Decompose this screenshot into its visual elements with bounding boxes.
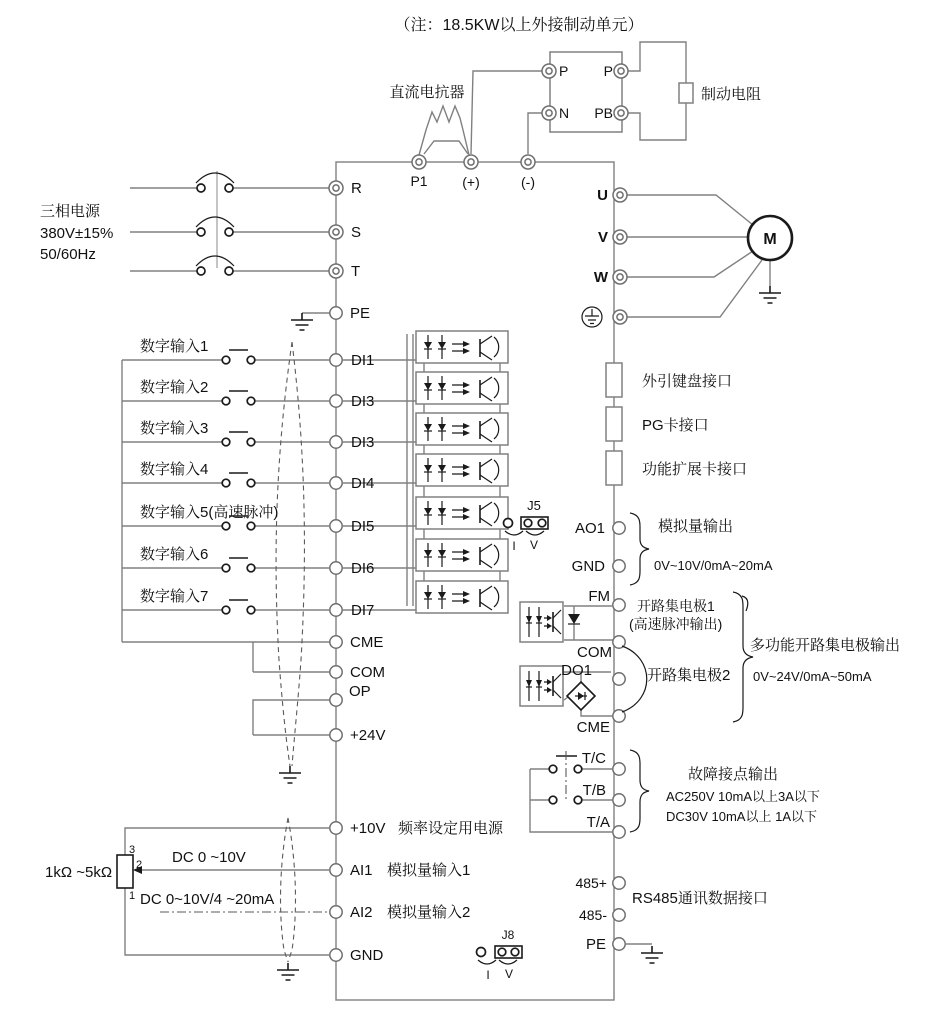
keyboard-port-label: 外引键盘接口: [642, 373, 733, 390]
di-terminal-label: DI6: [351, 560, 375, 577]
terminal-di1: [330, 354, 342, 366]
terminal-op: [330, 694, 342, 706]
ai2-label: AI2: [350, 904, 373, 921]
terminal-brake-n: [542, 106, 556, 120]
ao-gnd-label: GND: [571, 558, 605, 575]
ai1-signal-label: DC 0 ~10V: [172, 849, 246, 866]
di-label: 数字输入6: [140, 546, 209, 563]
pg-card-port-icon: [606, 407, 622, 441]
pe-bottom-label: PE: [585, 936, 606, 953]
di-label: 数字输入1: [140, 338, 209, 355]
cable-shield: [292, 342, 304, 766]
relay-title: 故障接点输出: [688, 766, 779, 783]
terminal-di3: [330, 436, 342, 448]
terminal-u: [613, 188, 627, 202]
ground-icon: [291, 313, 313, 330]
wiring: [627, 195, 770, 317]
pot-label: 1kΩ ~5kΩ: [45, 864, 113, 881]
r-label: R: [351, 180, 362, 197]
di-row-7: [140, 581, 508, 619]
ai1-label: AI1: [350, 862, 373, 879]
485-minus-label: 485-: [578, 907, 607, 923]
j8-i-label: I: [486, 968, 490, 982]
open-collector-section: [520, 588, 900, 736]
brace: [630, 513, 649, 585]
ao1-label: AO1: [574, 520, 605, 537]
shield-ground-icon: [279, 766, 301, 783]
pot-pin1: 1: [129, 890, 136, 902]
di-label: 数字输入3: [140, 420, 209, 437]
terminal-brake-pb: [614, 106, 628, 120]
motor-label: M: [763, 231, 777, 248]
terminal-plus: [464, 155, 478, 169]
di-label: 数字输入7: [140, 588, 209, 605]
ai1-desc: 模拟量输入1: [387, 862, 471, 879]
cable-shield: [281, 818, 288, 962]
digital-inputs-section: [122, 331, 508, 783]
analog-input-section: [45, 818, 504, 980]
oc-com-label: COM: [577, 644, 612, 661]
brake-note: （注：18.5KW以上外接制动单元）: [394, 17, 644, 34]
brake-p-in-label: P: [559, 63, 569, 79]
terminal-di2: [330, 395, 342, 407]
terminal-di6: [330, 562, 342, 574]
optocoupler-icon: [416, 331, 508, 363]
terminal-ao1: [613, 522, 625, 534]
s-label: S: [351, 224, 362, 241]
mains-frequency: 50/60Hz: [40, 246, 96, 263]
di-terminal-label: DI1: [351, 352, 375, 369]
oc-group-title: 多功能开路集电极输出: [750, 637, 901, 654]
protective-earth-icon: [582, 307, 602, 327]
di-row-4: [140, 454, 508, 492]
terminal-brake-p-in: [542, 64, 556, 78]
com-label: COM: [350, 664, 385, 681]
jumper-j8: [477, 928, 523, 982]
dc-reactor-label: 直流电抗器: [389, 84, 465, 101]
di-row-5: [140, 497, 508, 535]
t-label: T: [351, 263, 361, 280]
optocoupler-icon: [416, 454, 508, 486]
optocoupler-icon: [416, 539, 508, 571]
ai2-signal-label: DC 0~10V/4 ~20mA: [140, 891, 275, 908]
brake-n-label: N: [559, 105, 570, 121]
brake-pb-label: PB: [594, 105, 613, 121]
ai2-desc: 模拟量输入2: [387, 904, 471, 921]
analog-output-section: [504, 498, 773, 585]
dc-bus-section: [389, 16, 761, 190]
di-terminal-label: DI4: [351, 475, 375, 492]
w-label: W: [593, 269, 608, 286]
terminal-di7: [330, 604, 342, 616]
di-terminal-label: DI7: [351, 602, 375, 619]
optocoupler-icon: [416, 497, 508, 529]
terminal-tb: [613, 794, 625, 806]
terminal-v: [613, 230, 627, 244]
di-label: 数字输入4: [140, 461, 209, 478]
jumper-j5: [504, 498, 549, 553]
oc2-label: 开路集电极2: [647, 667, 731, 684]
v-label: V: [597, 229, 608, 246]
terminal-brake-p-out: [614, 64, 628, 78]
10v-label: +10V: [350, 820, 386, 837]
relay-spec-dc: DC30V 10mA以上 1A以下: [666, 809, 817, 824]
pot-pin3: 3: [129, 844, 136, 856]
oc-cme-label: CME: [576, 719, 610, 736]
ta-label: T/A: [586, 814, 610, 831]
di-terminal-label: DI3: [351, 393, 375, 410]
p1-label: P1: [410, 173, 428, 189]
terminal-do1: [613, 673, 625, 685]
relay-spec-ac: AC250V 10mA以上3A以下: [666, 789, 820, 804]
optocoupler-icon: [520, 666, 563, 706]
di-terminal-label: DI5: [351, 518, 375, 535]
di-label: 数字输入5(高速脉冲): [140, 504, 279, 521]
j8-label: J8: [501, 928, 515, 942]
terminal-pe: [330, 307, 342, 319]
tb-label: T/B: [582, 782, 606, 799]
wiring: [130, 188, 330, 313]
brake-p-out-label: P: [603, 63, 613, 79]
ground-icon: [759, 286, 781, 303]
analog-output-range: 0V~10V/0mA~20mA: [654, 558, 773, 573]
fm-label: FM: [588, 588, 610, 605]
minus-label: (-): [521, 174, 535, 190]
u-label: U: [597, 187, 608, 204]
brake-resistor-symbol: [679, 83, 693, 103]
shield-ground-icon: [277, 963, 299, 980]
brake-resistor-label: 制动电阻: [701, 86, 762, 103]
optocoupler-icon: [416, 413, 508, 445]
di-row-1: [140, 331, 508, 369]
24v-label: +24V: [350, 727, 386, 744]
interfaces-section: [606, 363, 747, 485]
j5-v-label: V: [529, 538, 539, 552]
ground-icon: [641, 946, 663, 963]
tc-label: T/C: [581, 750, 606, 767]
j5-i-label: I: [512, 539, 516, 553]
terminal-w: [613, 270, 627, 284]
mains-voltage: 380V±15%: [40, 225, 114, 242]
terminal-485-minus: [613, 909, 625, 921]
optocoupler-icon: [416, 581, 508, 613]
j8-v-label: V: [504, 967, 514, 981]
oc1-label: 开路集电极1: [637, 598, 715, 614]
485-plus-label: 485+: [575, 875, 607, 891]
terminal-cme: [330, 636, 342, 648]
terminal-485-plus: [613, 877, 625, 889]
potentiometer-icon: [117, 855, 133, 888]
terminal-ain-gnd: [330, 949, 342, 961]
terminal-ta: [613, 826, 625, 838]
optocoupler-icon: [520, 602, 563, 642]
relay-section: [530, 750, 820, 838]
di-label: 数字输入2: [140, 379, 209, 396]
bridge-diode-icon: [567, 682, 595, 710]
cable-shield: [288, 818, 295, 962]
terminal-com: [330, 666, 342, 678]
terminal-24v: [330, 729, 342, 741]
expansion-port-label: 功能扩展卡接口: [642, 461, 748, 478]
terminal-s: [329, 225, 343, 239]
comm-section: [477, 875, 768, 982]
terminal-fm: [613, 599, 625, 611]
terminal-t: [329, 264, 343, 278]
pe-label: PE: [350, 305, 371, 322]
oc1-sub-label: (高速脉冲输出): [629, 616, 723, 632]
terminal-p1: [412, 155, 426, 169]
op-label: OP: [349, 683, 371, 700]
ain-gnd-label: GND: [350, 947, 384, 964]
terminal-10v: [330, 822, 342, 834]
j5-label: J5: [527, 498, 541, 513]
do1-label: DO1: [561, 662, 592, 679]
optocoupler-icon: [416, 372, 508, 404]
di-row-2: [140, 372, 508, 410]
mains-title: 三相电源: [40, 203, 101, 220]
terminal-minus: [521, 155, 535, 169]
brace: [630, 750, 649, 832]
analog-output-title: 模拟量输出: [658, 518, 734, 535]
breaker-switches: [196, 173, 234, 275]
keyboard-port-icon: [606, 363, 622, 397]
expansion-port-icon: [606, 451, 622, 485]
di-terminal-label: DI3: [351, 434, 375, 451]
mains-section: [40, 171, 370, 330]
cable-shield: [276, 342, 292, 766]
cme-label: CME: [350, 634, 384, 651]
terminal-pe-bottom: [613, 938, 625, 950]
oc-group-range: 0V~24V/0mA~50mA: [753, 669, 872, 684]
terminal-ai1: [330, 864, 342, 876]
plus-label: (+): [462, 174, 480, 190]
pot-pin2: 2: [136, 859, 143, 871]
di-row-3: [140, 413, 508, 451]
10v-desc: 频率设定用电源: [398, 820, 504, 837]
pg-card-port-label: PG卡接口: [642, 417, 709, 434]
rs485-title: RS485通讯数据接口: [632, 890, 768, 907]
di-row-6: [140, 539, 508, 577]
terminal-tc: [613, 763, 625, 775]
terminal-ai2: [330, 906, 342, 918]
terminal-di4: [330, 477, 342, 489]
terminal-di5: [330, 520, 342, 532]
terminal-ao-gnd: [613, 560, 625, 572]
terminal-r: [329, 181, 343, 195]
diode-icon: [568, 614, 580, 624]
terminal-ground: [613, 310, 627, 324]
brace: [733, 592, 753, 722]
